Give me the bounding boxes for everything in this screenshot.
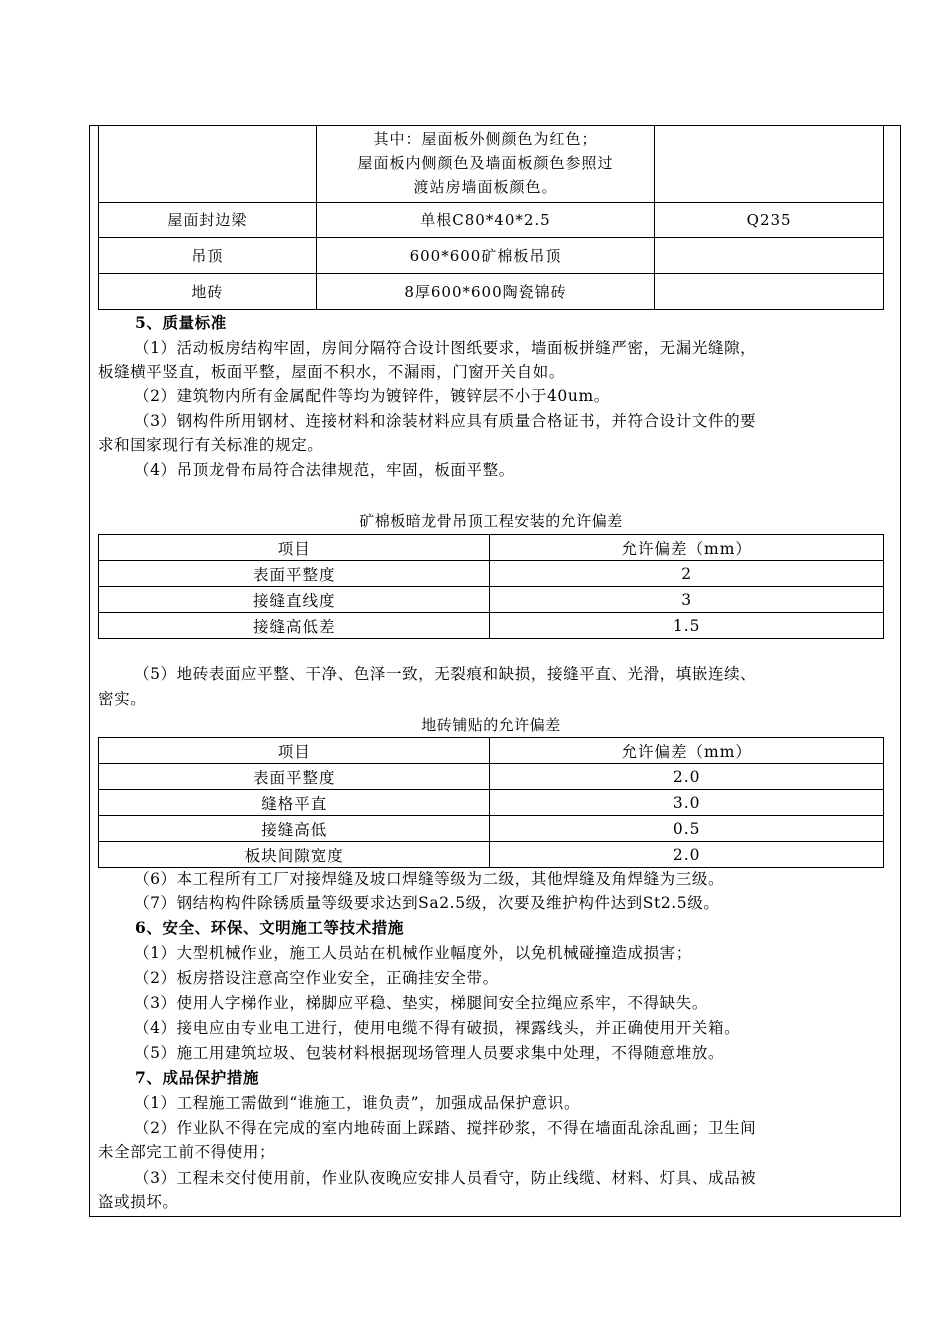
paragraph: （1）工程施工需做到“谁施工，谁负责”，加强成品保护意识。: [134, 1094, 581, 1112]
table-row: [99, 273, 884, 309]
paragraph: （3）钢构件所用钢材、连接材料和涂装材料应具有质量合格证书，并符合设计文件的要: [134, 412, 757, 430]
column-header: 项目: [99, 535, 490, 561]
spec-line: 其中：屋面板外侧颜色为红色；: [373, 130, 598, 149]
spec-line: 屋面板内侧颜色及墙面板颜色参照过: [357, 154, 614, 173]
column-header: 项目: [99, 738, 490, 764]
paragraph: 盗或损坏。: [98, 1193, 179, 1211]
material-cell: [655, 273, 884, 309]
table-cell: 接缝高低差: [99, 613, 490, 639]
column-header: 允许偏差（mm）: [490, 535, 884, 561]
material-cell: Q235: [655, 202, 884, 237]
paragraph: （5）地砖表面应平整、干净、色泽一致，无裂痕和缺损，接缝平直、光滑，填嵌连续、: [134, 665, 757, 683]
section5-heading: 5、质量标准: [135, 313, 227, 332]
paragraph: 未全部完工前不得使用；: [98, 1143, 276, 1161]
table-row: [99, 790, 884, 816]
paragraph: （7）钢结构构件除锈质量等级要求达到Sa2.5级，次要及维护构件达到St2.5级。: [134, 894, 720, 912]
table-row: [99, 764, 884, 790]
column-header: 允许偏差（mm）: [490, 738, 884, 764]
table-cell: 缝格平直: [99, 790, 490, 816]
item-cell: 吊顶: [99, 237, 317, 273]
paragraph: 求和国家现行有关标准的规定。: [98, 436, 324, 454]
list-item: （5）施工用建筑垃圾、包装材料根据现场管理人员要求集中处理，不得随意堆放。: [134, 1044, 725, 1062]
table-row: [99, 561, 884, 587]
table-cell: 2.0: [490, 764, 884, 790]
item-cell: 屋面封边梁: [99, 202, 317, 237]
list-item: （1）大型机械作业，施工人员站在机械作业幅度外，以免机械碰撞造成损害；: [134, 944, 692, 962]
paragraph: （2）作业队不得在完成的室内地砖面上踩踏、搅拌砂浆，不得在墙面乱涂乱画；卫生间: [134, 1119, 757, 1137]
material-cell: [655, 125, 884, 202]
table-cell: 0.5: [490, 816, 884, 842]
table-cell: 表面平整度: [99, 561, 490, 587]
list-item: （3）使用人字梯作业，梯脚应平稳、垫实，梯腿间安全拉绳应系牢，不得缺失。: [134, 994, 708, 1012]
spec-cell: 600*600矿棉板吊顶: [316, 237, 655, 273]
ceiling-deviation-table: [98, 534, 884, 639]
item-cell: [99, 125, 317, 202]
materials-table: [98, 125, 884, 310]
section6-heading: 6、安全、环保、文明施工等技术措施: [135, 918, 404, 937]
table-row: [99, 816, 884, 842]
paragraph: 板缝横平竖直，板面平整，屋面不积水，不漏雨，门窗开关自如。: [98, 363, 565, 381]
table-header-row: [99, 535, 884, 561]
list-item: （4）接电应由专业电工进行，使用电缆不得有破损，裸露线头，并正确使用开关箱。: [134, 1019, 741, 1037]
spec-cell: 8厚600*600陶瓷锦砖: [316, 273, 655, 309]
spec-cell: 单根C80*40*2.5: [316, 202, 655, 237]
table-cell: 接缝直线度: [99, 587, 490, 613]
material-cell: [655, 237, 884, 273]
paragraph: （3）工程未交付使用前，作业队夜晚应安排人员看守，防止线缆、材料、灯具、成品被: [134, 1169, 757, 1187]
paragraph: （6）本工程所有工厂对接焊缝及坡口焊缝等级为二级，其他焊缝及角焊缝为三级。: [134, 870, 725, 888]
paragraph: （1）活动板房结构牢固，房间分隔符合设计图纸要求，墙面板拼缝严密，无漏光缝隙，: [134, 339, 757, 357]
table-row: [99, 613, 884, 639]
table-row: [99, 125, 884, 202]
table-cell: 1.5: [490, 613, 884, 639]
spec-line: 渡站房墙面板颜色。: [413, 178, 558, 197]
paragraph: （2）建筑物内所有金属配件等均为镀锌件，镀锌层不小于40um。: [134, 387, 610, 405]
paragraph: 密实。: [98, 690, 147, 708]
table-cell: 2.0: [490, 842, 884, 868]
table2-caption: 地砖铺贴的允许偏差: [421, 716, 561, 734]
item-cell: 地砖: [99, 273, 317, 309]
tile-deviation-table: [98, 737, 884, 868]
table-cell: 表面平整度: [99, 764, 490, 790]
table-row: [99, 237, 884, 273]
spec-cell: [316, 125, 655, 202]
table-row: [99, 587, 884, 613]
table-cell: 接缝高低: [99, 816, 490, 842]
table-row: [99, 842, 884, 868]
table-cell: 3.0: [490, 790, 884, 816]
paragraph: （4）吊顶龙骨布局符合法律规范，牢固，板面平整。: [134, 461, 515, 479]
list-item: （2）板房搭设注意高空作业安全，正确挂安全带。: [134, 969, 499, 987]
table-cell: 板块间隙宽度: [99, 842, 490, 868]
table-header-row: [99, 738, 884, 764]
section7-heading: 7、成品保护措施: [135, 1068, 260, 1087]
table-cell: 2: [490, 561, 884, 587]
table-row: [99, 202, 884, 237]
table1-caption: 矿棉板暗龙骨吊顶工程安装的允许偏差: [359, 512, 623, 530]
table-cell: 3: [490, 587, 884, 613]
